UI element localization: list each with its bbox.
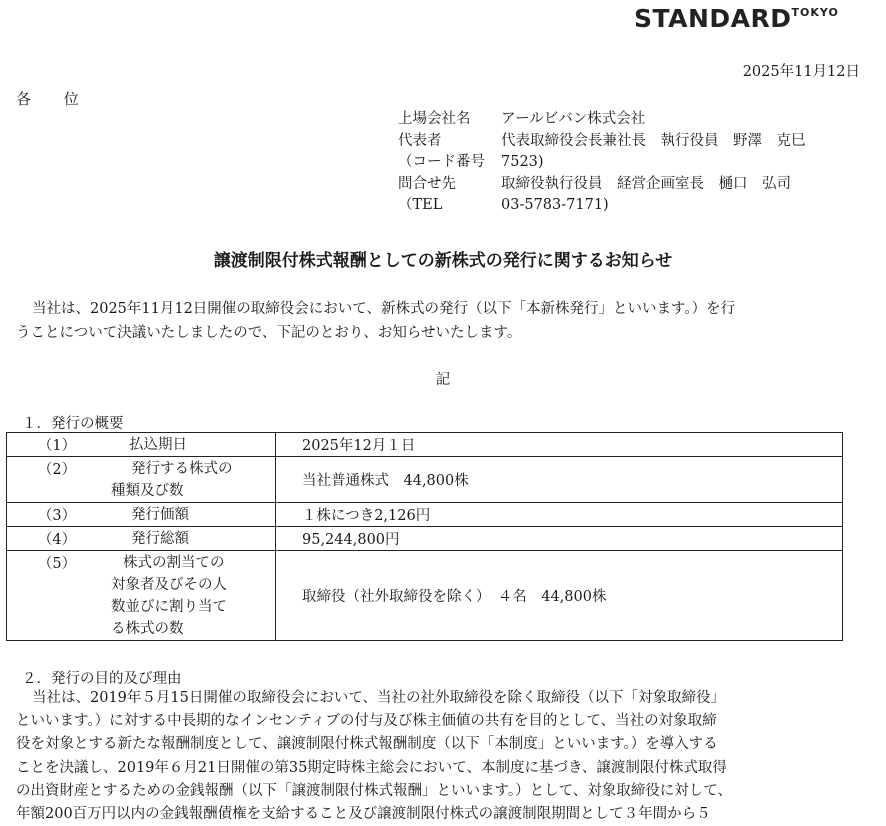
- logo-main-text: STANDARD: [634, 4, 792, 33]
- table-value-cell: 2025年12月１日: [276, 433, 843, 457]
- section2-paragraph: [16, 687, 868, 826]
- company-info-label: 上場会社名: [398, 111, 471, 127]
- row-label-line: る株式の数: [111, 620, 184, 637]
- company-info-value: 7523): [501, 154, 544, 170]
- table-row: [7, 433, 843, 457]
- intro-paragraph: [16, 297, 868, 345]
- section2-line: ことを決議し、2019年６月21日開催の第35期定時株主総会において、本制度に基づき、譲渡制限付株式取得: [16, 759, 727, 776]
- company-info-row: [398, 131, 806, 153]
- row-label: 発行総額: [131, 530, 189, 547]
- row-label-line: 対象者及びその人: [111, 576, 227, 593]
- document-title: 譲渡制限付株式報酬としての新株式の発行に関するお知らせ: [213, 251, 673, 271]
- company-info-row: [398, 109, 806, 131]
- row-label: 発行価額: [131, 506, 189, 523]
- intro-line: 当社は、2025年11月12日開催の取締役会において、新株式の発行（以下「本新株発行」といいます。）を行: [32, 301, 736, 317]
- table-label-cell: [7, 457, 276, 503]
- company-info-value: 取締役執行役員 経営企画室長 樋口 弘司: [501, 175, 791, 192]
- section1-heading: １．発行の概要: [22, 416, 124, 432]
- row-number: （3）: [37, 507, 77, 524]
- table-value-cell: 取締役（社外取締役を除く） ４名 44,800株: [276, 551, 843, 641]
- row-label-line: 数並びに割り当て: [111, 598, 227, 615]
- company-info-label: 問合せ先: [398, 175, 456, 192]
- standard-tokyo-logo: [634, 4, 839, 33]
- overview-table: [6, 432, 843, 641]
- table-value-cell: 95,244,800円: [276, 527, 843, 551]
- row-number: （2）: [37, 461, 77, 478]
- company-info-row: [398, 152, 806, 174]
- section2-line: 年額200百万円以内の金銭報酬債権を支給すること及び譲渡制限付株式の譲渡制限期間として３年間から５: [16, 806, 711, 823]
- ki-heading: 記: [435, 372, 451, 388]
- row-label-multiline: [107, 552, 227, 640]
- section2-line: といいます。）に対する中長期的なインセンティブの付与及び株主価値の共有を目的として、当社の対象取締: [16, 713, 717, 730]
- company-info-row: [398, 195, 806, 217]
- company-info-label: （TEL: [398, 197, 443, 213]
- table-label-cell: [7, 433, 276, 457]
- table-row: [7, 457, 843, 503]
- row-label-line: 種類及び数: [111, 482, 184, 499]
- row-number: （5）: [37, 555, 77, 572]
- row-label-multiline: [107, 458, 233, 502]
- company-info-label: （コード番号: [398, 154, 485, 170]
- row-number: （4）: [37, 531, 77, 548]
- company-info: [398, 109, 806, 217]
- table-value-cell: １株につき2,126円: [276, 503, 843, 527]
- row-label: 払込期日: [129, 436, 187, 453]
- company-info-value: 代表取締役会長兼社長 執行役員 野澤 克巳: [501, 132, 806, 149]
- section2-line: 役を対象とする新たな報酬制度として、譲渡制限付株式報酬制度（以下「本制度」といいます。）を導入する: [16, 736, 718, 753]
- table-row: [7, 527, 843, 551]
- table-label-cell: [7, 551, 276, 641]
- company-info-value: アールビバン株式会社: [501, 111, 646, 127]
- table-value-cell: 当社普通株式 44,800株: [276, 457, 843, 503]
- company-info-row: [398, 174, 806, 196]
- table-row: [7, 503, 843, 527]
- table-label-cell: [7, 527, 276, 551]
- addressee: 各 位: [16, 90, 93, 108]
- intro-line: うことについて決議いたしましたので、下記のとおり、お知らせいたします。: [16, 325, 522, 341]
- row-label-line: 発行する株式の: [131, 460, 233, 477]
- table-row: [7, 551, 843, 641]
- section2-line: の出資財産とするための金銭報酬（以下「譲渡制限付株式報酬」といいます。）として、対象取締役に対して、: [16, 782, 733, 799]
- document-date: 2025年11月12日: [742, 64, 860, 80]
- row-label-line: 株式の割当ての: [123, 554, 225, 571]
- logo-sup-text: TOKYO: [791, 6, 839, 19]
- company-info-label: 代表者: [398, 132, 442, 149]
- table-label-cell: [7, 503, 276, 527]
- row-number: （1）: [37, 437, 77, 454]
- company-info-value: 03-5783-7171): [501, 197, 609, 213]
- section2-heading: ２．発行の目的及び理由: [22, 671, 182, 687]
- section2-line: 当社は、2019年５月15日開催の取締役会において、当社の社外取締役を除く取締役（以下「対象取締役」: [32, 690, 726, 706]
